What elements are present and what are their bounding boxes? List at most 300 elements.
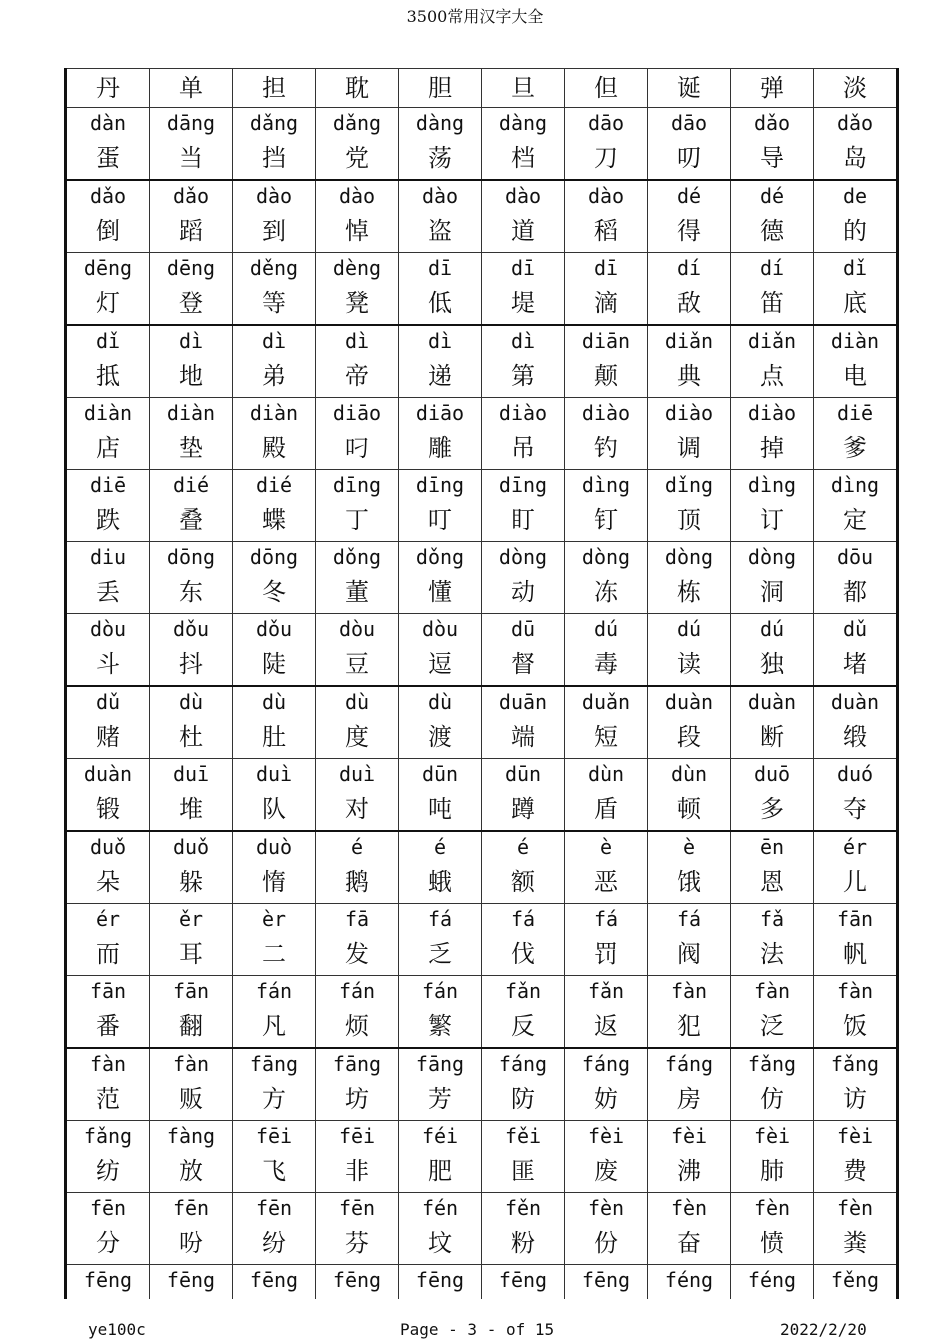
hanzi-char: 额 [511,868,535,896]
table-cell [399,686,482,759]
pinyin-label: fēng [415,1268,465,1292]
pinyin-label: ér [842,835,868,859]
pinyin-label: fén [421,1196,459,1220]
page-header-title: 3500常用汉字大全 [406,7,544,26]
table-cell [731,180,814,253]
table-cell [399,325,482,398]
hanzi-char: 坟 [428,1229,452,1257]
table-cell [565,325,648,398]
hanzi-char: 纺 [96,1157,120,1185]
table-cell [399,108,482,181]
pinyin-label: fàn [670,979,708,1003]
table-cell [814,831,898,904]
hanzi-char: 赌 [96,723,120,751]
hanzi-char: 伐 [511,940,535,968]
pinyin-label: duān [498,690,548,714]
pinyin-label: fàn [836,979,874,1003]
pinyin-label: fēn [255,1196,293,1220]
table-row [66,69,898,108]
hanzi-char: 度 [345,723,369,751]
pinyin-label: fěng [830,1268,880,1292]
hanzi-char: 放 [179,1157,203,1185]
hanzi-char: 堵 [843,650,867,678]
hanzi-char: 吊 [511,434,535,462]
table-cell [399,470,482,542]
hanzi-char: 繁 [428,1012,452,1040]
table-cell [316,976,399,1049]
hanzi-char: 调 [677,434,701,462]
pinyin-label: fēng [581,1268,631,1292]
hanzi-char: 逗 [428,650,452,678]
table-cell [233,325,316,398]
pinyin-label: dù [344,690,370,714]
hanzi-char: 端 [511,723,535,751]
pinyin-label: dǎo [836,111,874,135]
table-cell [66,686,150,759]
hanzi-char: 粪 [843,1229,867,1257]
pinyin-label: duō [753,762,791,786]
table-cell [731,1121,814,1193]
hanzi-char: 栋 [677,578,701,606]
pinyin-label: diào [747,401,797,425]
hanzi-char: 对 [345,795,369,823]
hanzi-char: 饭 [843,1012,867,1040]
table-cell [565,614,648,687]
hanzi-char: 垫 [179,434,203,462]
pinyin-label: diàn [166,401,216,425]
pinyin-label: fá [510,907,536,931]
hanzi-char: 道 [511,217,535,245]
hanzi-char: 仿 [760,1085,784,1113]
pinyin-label: dí [676,256,702,280]
table-cell [150,108,233,181]
pinyin-label: fāng [332,1052,382,1076]
pinyin-label: fèn [670,1196,708,1220]
pinyin-label: dòng [581,545,631,569]
hanzi-char: 陡 [262,650,286,678]
table-cell [731,759,814,832]
pinyin-label: dǔ [95,690,121,714]
table-cell [150,831,233,904]
table-cell [66,614,150,687]
table-cell [565,542,648,614]
table-cell [66,1193,150,1265]
table-cell [648,1265,731,1300]
table-cell [150,69,233,108]
pinyin-label: dǐ [842,256,868,280]
table-cell [565,686,648,759]
pinyin-label: fàng [166,1124,216,1148]
hanzi-char: 妨 [594,1085,618,1113]
hanzi-char: 递 [428,362,452,390]
pinyin-label: duì [255,762,293,786]
hanzi-char: 锻 [96,795,120,823]
hanzi-char: 份 [594,1229,618,1257]
table-cell [814,686,898,759]
pinyin-label: dǐng [664,473,714,497]
table-cell [648,976,731,1049]
table-cell [565,69,648,108]
hanzi-char: 芬 [345,1229,369,1257]
hanzi-char: 耳 [179,940,203,968]
pinyin-char-table [64,68,899,1299]
pinyin-label: fēn [89,1196,127,1220]
pinyin-label: é [516,835,530,859]
table-cell [399,180,482,253]
hanzi-char: 底 [843,289,867,317]
table-cell [731,1193,814,1265]
table-cell [648,831,731,904]
table-cell [399,253,482,326]
table-cell [316,614,399,687]
table-cell [648,1193,731,1265]
pinyin-label: dǐ [95,329,121,353]
table-cell [66,1265,150,1300]
pinyin-label: fēng [249,1268,299,1292]
hanzi-char: 夺 [843,795,867,823]
hanzi-char: 抵 [96,362,120,390]
table-cell [648,398,731,470]
hanzi-char: 洞 [760,578,784,606]
hanzi-char: 低 [428,289,452,317]
pinyin-label: fēng [498,1268,548,1292]
hanzi-char: 荡 [428,144,452,172]
pinyin-label: fēng [83,1268,133,1292]
pinyin-label: è [599,835,613,859]
footer-left: ye100c [88,1320,146,1339]
table-cell [150,976,233,1049]
hanzi-char: 毒 [594,650,618,678]
hanzi-char: 丁 [345,506,369,534]
table-cell [565,831,648,904]
hanzi-char: 旦 [511,74,535,102]
table-cell [482,69,565,108]
pinyin-label: dǔ [842,617,868,641]
pinyin-label: duàn [830,690,880,714]
hanzi-char: 地 [179,362,203,390]
table-row [66,180,898,253]
pinyin-label: dǒu [255,617,293,641]
hanzi-char: 钓 [594,434,618,462]
pinyin-label: dōng [249,545,299,569]
pinyin-label: diào [498,401,548,425]
table-cell [731,614,814,687]
table-cell [814,253,898,326]
table-cell [66,904,150,976]
table-cell [150,1121,233,1193]
table-cell [482,614,565,687]
hanzi-char: 单 [179,74,203,102]
pinyin-label: é [433,835,447,859]
hanzi-char: 的 [843,217,867,245]
table-cell [565,904,648,976]
pinyin-label: dǎo [89,184,127,208]
table-cell [814,1048,898,1121]
table-cell [233,1193,316,1265]
hanzi-char: 奋 [677,1229,701,1257]
table-cell [814,470,898,542]
hanzi-char: 稻 [594,217,618,245]
hanzi-char: 档 [511,144,535,172]
pinyin-label: diāo [332,401,382,425]
pinyin-label: dèng [332,256,382,280]
hanzi-char: 懂 [428,578,452,606]
hanzi-char: 叮 [428,506,452,534]
hanzi-char: 肥 [428,1157,452,1185]
pinyin-label: dùn [670,762,708,786]
hanzi-char: 泛 [760,1012,784,1040]
pinyin-label: dòu [338,617,376,641]
pinyin-label: fáng [664,1052,714,1076]
table-cell [399,904,482,976]
table-cell [482,976,565,1049]
hanzi-char: 耽 [345,74,369,102]
hanzi-char: 罚 [594,940,618,968]
pinyin-label: fèn [587,1196,625,1220]
hanzi-char: 蛾 [428,868,452,896]
hanzi-char: 匪 [511,1157,535,1185]
hanzi-char: 丢 [96,578,120,606]
table-cell [565,180,648,253]
hanzi-char: 法 [760,940,784,968]
table-cell [399,831,482,904]
hanzi-char: 吩 [179,1229,203,1257]
pinyin-label: dú [676,617,702,641]
pinyin-label: fǎn [504,979,542,1003]
hanzi-char: 翻 [179,1012,203,1040]
hanzi-char: 登 [179,289,203,317]
table-cell [814,614,898,687]
hanzi-char: 豆 [345,650,369,678]
table-cell [399,1048,482,1121]
pinyin-label: fǎng [830,1052,880,1076]
pinyin-label: duǒ [89,835,127,859]
pinyin-label: fán [255,979,293,1003]
pinyin-label: fèi [587,1124,625,1148]
pinyin-label: dāo [670,111,708,135]
table-row [66,470,898,542]
hanzi-char: 滴 [594,289,618,317]
table-cell [648,686,731,759]
table-cell [399,1265,482,1300]
table-row [66,542,898,614]
table-cell [316,180,399,253]
table-cell [316,69,399,108]
table-cell [316,831,399,904]
table-row [66,253,898,326]
pinyin-label: duàn [664,690,714,714]
pinyin-label: fá [593,907,619,931]
table-cell [316,1193,399,1265]
table-cell [482,904,565,976]
pinyin-label: fēn [172,1196,210,1220]
table-cell [150,253,233,326]
table-cell [482,253,565,326]
table-cell [565,1121,648,1193]
pinyin-label: fēi [338,1124,376,1148]
table-cell [66,470,150,542]
hanzi-char: 废 [594,1157,618,1185]
table-cell [731,108,814,181]
pinyin-label: dì [178,329,204,353]
pinyin-label: dì [510,329,536,353]
table-cell [399,614,482,687]
hanzi-char: 倒 [96,217,120,245]
hanzi-char: 诞 [677,74,701,102]
pinyin-label: dòu [89,617,127,641]
pinyin-label: diē [836,401,874,425]
hanzi-char: 叼 [345,434,369,462]
pinyin-label: fān [89,979,127,1003]
hanzi-char: 典 [677,362,701,390]
hanzi-char: 盾 [594,795,618,823]
table-cell [233,1265,316,1300]
pinyin-label: dìng [747,473,797,497]
table-cell [150,180,233,253]
table-cell [316,1121,399,1193]
table-cell [814,1193,898,1265]
table-cell [150,398,233,470]
hanzi-char: 队 [262,795,286,823]
table-cell [316,398,399,470]
table-cell [233,108,316,181]
hanzi-char: 担 [262,74,286,102]
hanzi-char: 肺 [760,1157,784,1185]
table-cell [150,614,233,687]
pinyin-label: dōng [166,545,216,569]
hanzi-char: 弟 [262,362,286,390]
pinyin-label: fàn [753,979,791,1003]
hanzi-char: 当 [179,144,203,172]
table-cell [814,759,898,832]
hanzi-char: 蹈 [179,217,203,245]
table-cell [814,325,898,398]
hanzi-char: 多 [760,795,784,823]
hanzi-char: 德 [760,217,784,245]
table-cell [316,542,399,614]
hanzi-char: 党 [345,144,369,172]
pinyin-label: de [842,184,868,208]
pinyin-label: fǎng [83,1124,133,1148]
hanzi-char: 恩 [760,868,784,896]
hanzi-char: 笛 [760,289,784,317]
table-row [66,398,898,470]
table-cell [482,759,565,832]
pinyin-label: dié [172,473,210,497]
table-row [66,904,898,976]
pinyin-label: dī [427,256,453,280]
pinyin-label: dùn [587,762,625,786]
table-cell [731,542,814,614]
hanzi-char: 雕 [428,434,452,462]
hanzi-char: 方 [262,1085,286,1113]
table-cell [731,976,814,1049]
table-cell [66,253,150,326]
table-row [66,1265,898,1300]
pinyin-label: dīng [498,473,548,497]
pinyin-label: dào [587,184,625,208]
hanzi-char: 烦 [345,1012,369,1040]
pinyin-label: féi [421,1124,459,1148]
pinyin-label: dǒng [332,545,382,569]
pinyin-label: děng [249,256,299,280]
hanzi-char: 恶 [594,868,618,896]
hanzi-char: 抖 [179,650,203,678]
pinyin-label: fēng [166,1268,216,1292]
hanzi-char: 阀 [677,940,701,968]
table-cell [648,1048,731,1121]
table-cell [648,180,731,253]
table-cell [648,904,731,976]
pinyin-label: dòu [421,617,459,641]
hanzi-char: 悼 [345,217,369,245]
table-cell [66,180,150,253]
table-cell [399,1193,482,1265]
hanzi-char: 都 [843,578,867,606]
table-cell [66,69,150,108]
pinyin-label: duǎn [581,690,631,714]
table-cell [648,253,731,326]
hanzi-char: 访 [843,1085,867,1113]
table-cell [648,470,731,542]
pinyin-label: èr [261,907,287,931]
pinyin-label: dīng [415,473,465,497]
table-cell [150,759,233,832]
pinyin-label: fá [427,907,453,931]
table-cell [233,976,316,1049]
pinyin-label: fā [344,907,370,931]
table-cell [233,69,316,108]
table-cell [316,1048,399,1121]
hanzi-char: 冬 [262,578,286,606]
pinyin-label: diàn [83,401,133,425]
pinyin-label: dòng [498,545,548,569]
hanzi-char: 短 [594,723,618,751]
table-cell [482,325,565,398]
table-cell [316,759,399,832]
pinyin-label: diào [581,401,631,425]
pinyin-label: fèn [836,1196,874,1220]
table-cell [731,253,814,326]
hanzi-char: 堤 [511,289,535,317]
hanzi-char: 弹 [760,74,784,102]
pinyin-label: dù [178,690,204,714]
hanzi-char: 而 [96,940,120,968]
table-cell [482,542,565,614]
table-cell [316,904,399,976]
table-row [66,1121,898,1193]
pinyin-label: dào [421,184,459,208]
table-cell [648,108,731,181]
pinyin-label: fèi [753,1124,791,1148]
table-cell [233,831,316,904]
hanzi-char: 番 [96,1012,120,1040]
hanzi-char: 纷 [262,1229,286,1257]
table-cell [233,1121,316,1193]
table-row [66,686,898,759]
hanzi-char: 读 [677,650,701,678]
hanzi-char: 犯 [677,1012,701,1040]
pinyin-label: fèi [836,1124,874,1148]
hanzi-char: 盗 [428,217,452,245]
pinyin-label: dú [759,617,785,641]
pinyin-label: dì [427,329,453,353]
table-cell [565,1193,648,1265]
pinyin-label: dǎng [332,111,382,135]
hanzi-char: 防 [511,1085,535,1113]
hanzi-char: 挡 [262,144,286,172]
pinyin-label: duì [338,762,376,786]
